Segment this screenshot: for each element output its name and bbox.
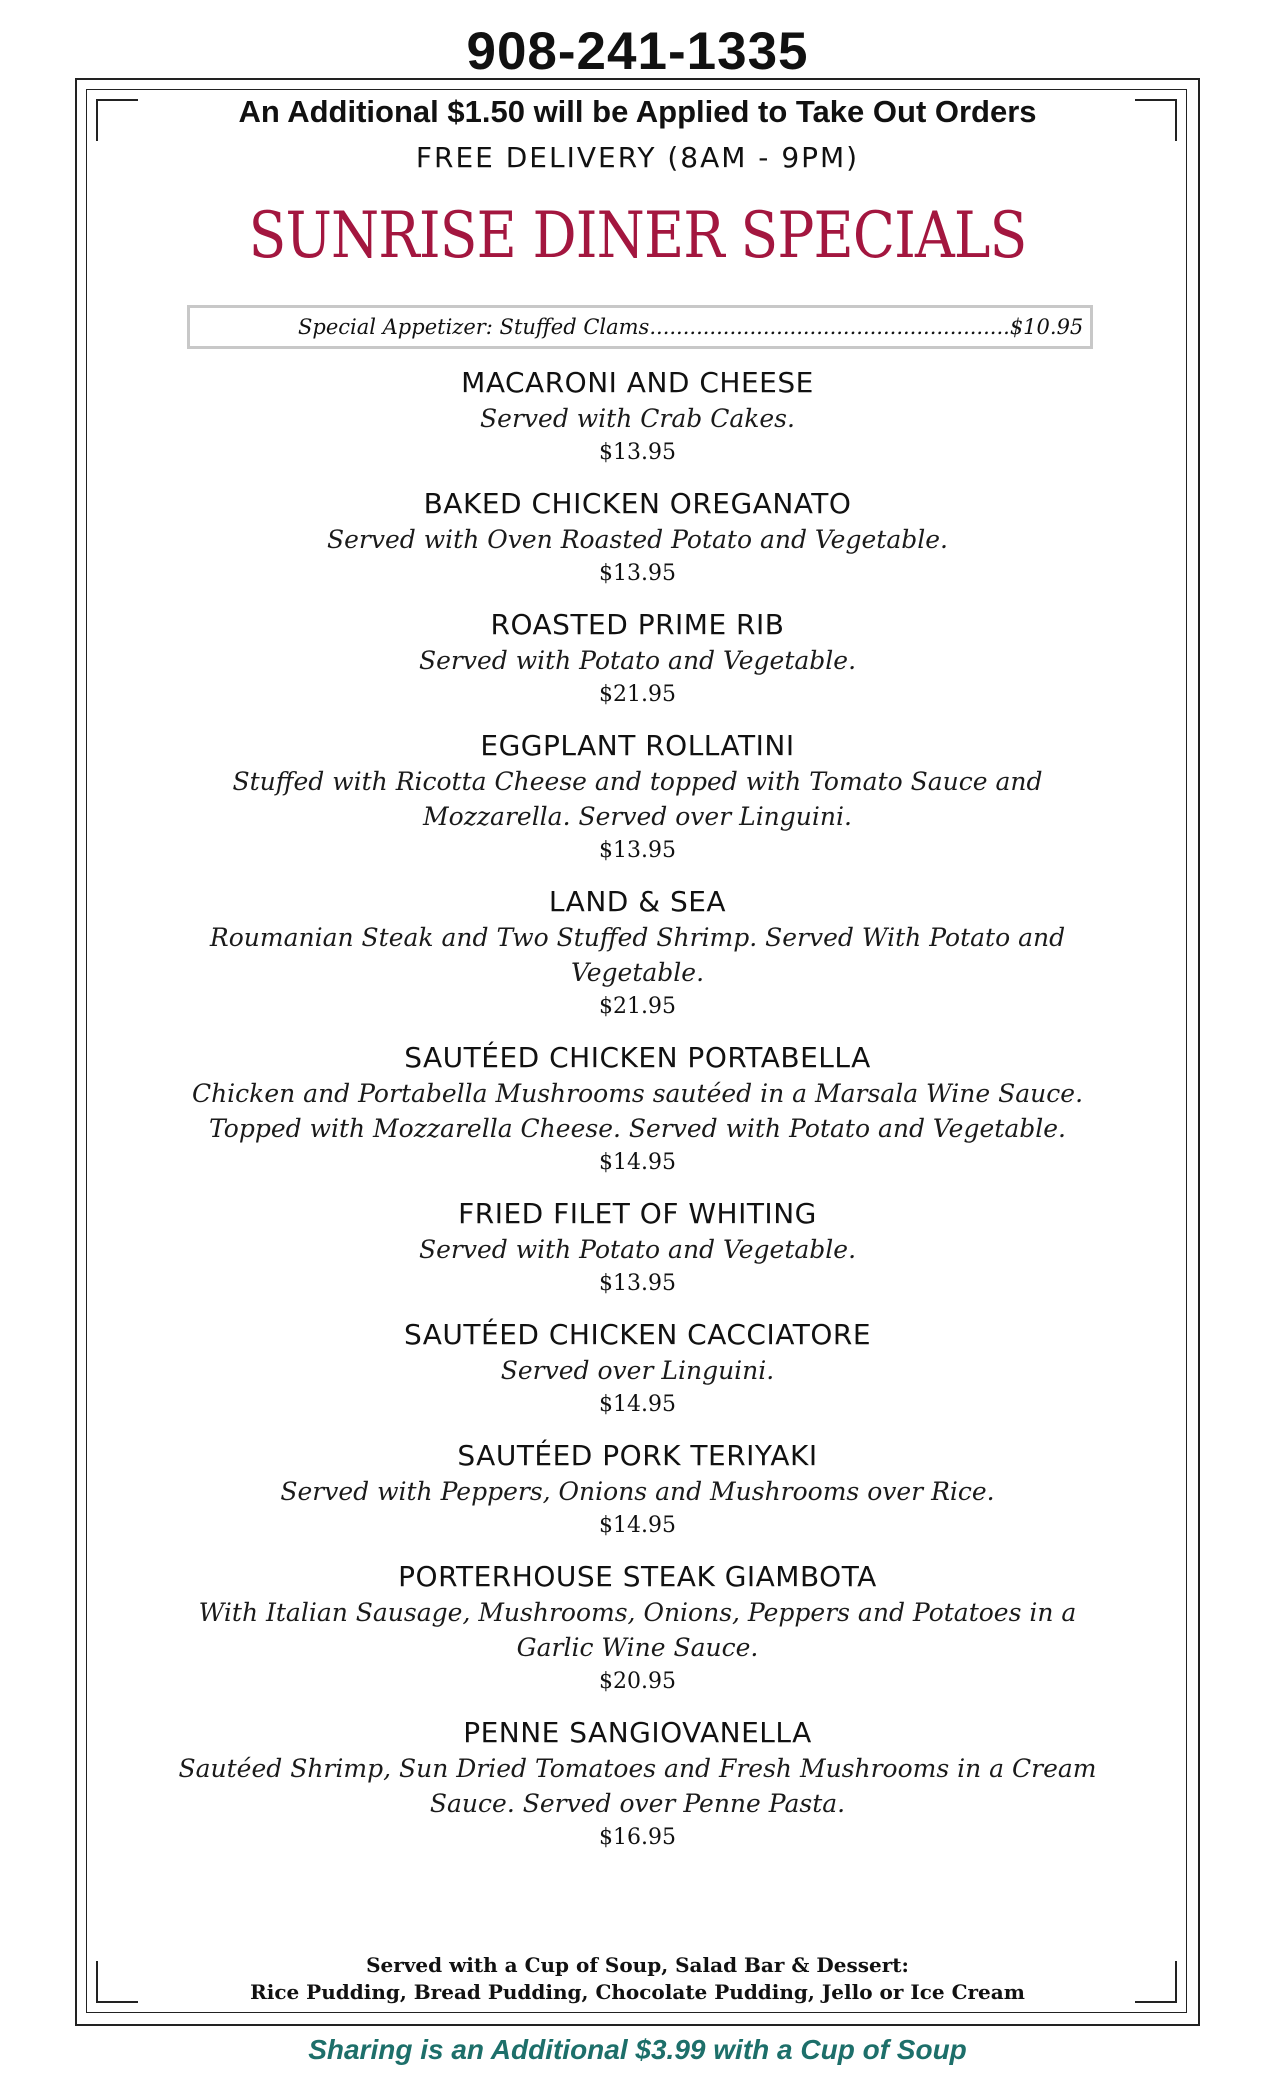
menu-item-name: SAUTÉED CHICKEN PORTABELLA: [404, 1041, 871, 1074]
served-with-note: [0, 1952, 1275, 2006]
menu-item-description: Served with Oven Roasted Potato and Vegetable.: [327, 525, 948, 554]
menu-item-name: FRIED FILET OF WHITING: [458, 1197, 817, 1230]
menu-item-description: Served with Crab Cakes.: [480, 404, 795, 433]
menu-item: [150, 884, 1125, 1024]
menu-item-name: SAUTÉED PORK TERIYAKI: [457, 1439, 818, 1472]
menu-item-name: ROASTED PRIME RIB: [490, 608, 785, 641]
menu-item-description: With Italian Sausage, Mushrooms, Onions, Peppers and Potatoes in a Garlic Wine Sauce.: [198, 1598, 1077, 1662]
delivery-notice: FREE DELIVERY (8AM - 9PM): [415, 141, 860, 174]
takeout-notice: An Additional $1.50 will be Applied to Take Out Orders: [238, 94, 1037, 129]
menu-item-price: $16.95: [599, 1825, 676, 1850]
menu-item-description: Served with Potato and Vegetable.: [418, 646, 857, 675]
menu-item-description: Served with Peppers, Onions and Mushrooms over Rice.: [280, 1477, 995, 1506]
menu-item: [150, 365, 1125, 470]
menu-item: [150, 1040, 1125, 1180]
menu-item-name: BAKED CHICKEN OREGANATO: [423, 487, 852, 520]
menu-item-description: Sautéed Shrimp, Sun Dried Tomatoes and Fresh Mushrooms in a Cream Sauce. Served over Penne Pasta.: [178, 1754, 1097, 1818]
menu-item-name: EGGPLANT ROLLATINI: [480, 729, 795, 762]
appetizer-label: Special Appetizer: Stuffed Clams: [298, 315, 650, 339]
menu-item: [150, 1715, 1125, 1855]
appetizer-leader: ......................................................: [649, 315, 1010, 339]
phone-number: 908-241-1335: [466, 22, 809, 81]
menu-item-price: $14.95: [599, 1513, 676, 1538]
menu-item-description: Served with Potato and Vegetable.: [418, 1235, 857, 1264]
menu-item-price: $13.95: [599, 1271, 676, 1296]
menu-item: [150, 607, 1125, 712]
menu-item-price: $13.95: [599, 838, 676, 863]
menu-item-name: MACARONI AND CHEESE: [461, 366, 814, 399]
menu-item-description: Chicken and Portabella Mushrooms sautéed in a Marsala Wine Sauce. Topped with Mozzarella Cheese. Served with Potato and Vegetable.: [191, 1079, 1084, 1143]
menu-item-price: $14.95: [599, 1392, 676, 1417]
menu-item-description: Roumanian Steak and Two Stuffed Shrimp. Served With Potato and Vegetable.: [209, 923, 1066, 987]
special-appetizer-box: [187, 305, 1093, 349]
menu-item: [150, 486, 1125, 591]
dessert-options: Rice Pudding, Bread Pudding, Chocolate Pudding, Jello or Ice Cream: [250, 1980, 1025, 2004]
menu-item-name: PENNE SANGIOVANELLA: [463, 1716, 812, 1749]
menu-item-name: PORTERHOUSE STEAK GIAMBOTA: [398, 1560, 877, 1593]
menu-item: [150, 1196, 1125, 1301]
sharing-note: Sharing is an Additional $3.99 with a Cup of Soup: [308, 2034, 967, 2065]
menu-item-price: $13.95: [599, 561, 676, 586]
menu-item-description: Served over Linguini.: [500, 1356, 775, 1385]
menu-item-price: $21.95: [599, 994, 676, 1019]
menu-item-description: Stuffed with Ricotta Cheese and topped with Tomato Sauce and Mozzarella. Served over Linguini.: [232, 767, 1043, 831]
served-with-line1: Served with a Cup of Soup, Salad Bar & Dessert:: [366, 1953, 909, 1977]
appetizer-price: $10.95: [1009, 315, 1084, 339]
menu-item: [150, 728, 1125, 868]
menu-item-name: LAND & SEA: [548, 885, 727, 918]
page-title: SUNRISE DINER SPECIALS: [248, 199, 1027, 273]
menu-item: [150, 1438, 1125, 1543]
menu-list: [150, 365, 1125, 1871]
menu-item-name: SAUTÉED CHICKEN CACCIATORE: [403, 1318, 872, 1351]
menu-item-price: $13.95: [599, 440, 676, 465]
menu-item-price: $21.95: [599, 682, 676, 707]
menu-item: [150, 1317, 1125, 1422]
menu-item-price: $20.95: [599, 1669, 676, 1694]
menu-item: [150, 1559, 1125, 1699]
menu-item-price: $14.95: [599, 1150, 676, 1175]
